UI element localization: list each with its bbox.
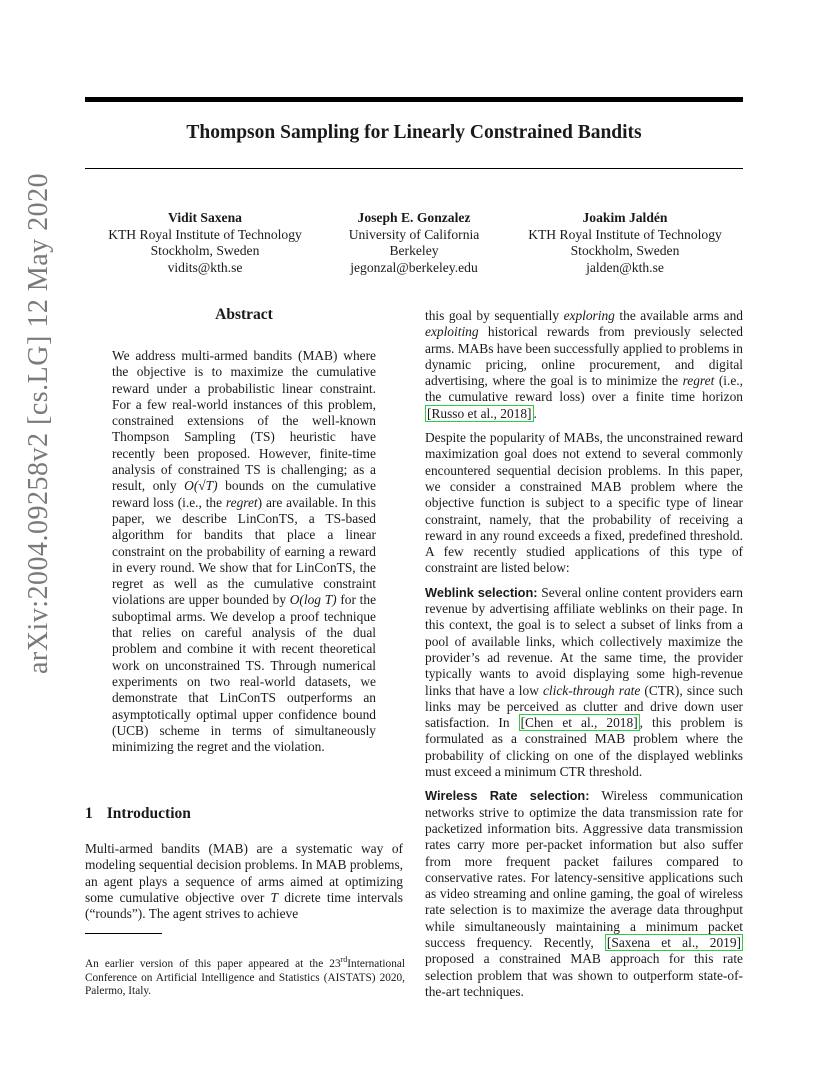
- paragraph: this goal by sequentially exploring the available arms and exploiting historical rewards from previously selected arms. MABs have been successfully applied to problems in dynamic pricing, online procurement, and digital advertising, where the goal is to minimize the regret (i.e., the cumulative reward loss) over a finite time horizon [Russo et al., 2018] .: [425, 308, 743, 421]
- author-location: Stockholm, Sweden: [570, 243, 680, 258]
- citation-link[interactable]: [Russo et al., 2018]: [427, 405, 532, 421]
- footnote-rule: [85, 933, 162, 934]
- citation-link[interactable]: [Chen et al., 2018]: [520, 715, 638, 731]
- title-rule-bottom: [85, 168, 743, 169]
- right-column: [425, 308, 743, 1008]
- math-inline: O(log T): [289, 592, 337, 608]
- author-name: Joseph E. Gonzalez: [357, 210, 471, 225]
- author-affiliation: University of California: [348, 226, 480, 242]
- arxiv-watermark: arXiv:2004.09258v2 [cs.LG] 12 May 2020: [23, 172, 54, 674]
- footnote: An earlier version of this paper appeared at the 23rdInternational Conference on Artificial Intelligence and Statistics (AISTATS) 2020, Palermo, Italy.: [85, 955, 405, 998]
- title-rule-top: [85, 97, 743, 102]
- author-block-3: [505, 210, 745, 276]
- author-email: vidits@kth.se: [167, 259, 243, 275]
- author-block-1: [85, 210, 325, 276]
- introduction-body: Multi-armed bandits (MAB) are a systematic way of modeling sequential decision problems. In MAB problems, an agent plays a sequence of arms aimed at optimizing some cumulative objective over T dicrete time intervals (“rounds”). The agent strives to achieve: [85, 841, 403, 922]
- author-affiliation: KTH Royal Institute of Technology: [108, 226, 302, 242]
- author-name: Vidit Saxena: [168, 210, 242, 225]
- author-block-2: [324, 210, 504, 276]
- section-heading-introduction: 1 Introduction: [85, 805, 191, 822]
- author-affiliation: KTH Royal Institute of Technology: [528, 226, 722, 242]
- author-location: Stockholm, Sweden: [150, 243, 260, 258]
- paragraph-wireless-rate-selection: Wireless Rate selection: Wireless communication networks strive to optimize the data transmission rate for packetized information bits. Aggressive data transmission rates carry more per-packet information but also suffer from more frequent packet failures compared to conservative rates. For latency-sensitive applications such as video streaming and online gaming, the goal of wireless rate selection is to maximize the average data throughput while simultaneously maintaining a minimum packet success frequency. Recently, [Saxena et al., 2019] proposed a constrained MAB approach for this rate selection problem that was shown to outperform state-of-the-art techniques.: [425, 788, 743, 999]
- paragraph: Despite the popularity of MABs, the unconstrained reward maximization goal does not extend to several commonly encountered sequential decision problems. In this paper, we consider a constrained MAB problem where the objective function is subject to a specific type of linear constraint, namely, that the probability of receiving a reward in any round exceeds a fixed, predefined threshold. A few recently studied applications of this type of constraint are listed below:: [425, 430, 743, 576]
- citation-link[interactable]: [Saxena et al., 2019]: [606, 934, 741, 950]
- paragraph-weblink-selection: Weblink selection: Several online content providers earn revenue by advertising affiliate weblinks on their page. In this context, the goal is to select a subset of links from a pool of available links, which collectively maximize the provider’s ad revenue. At the same time, the provider typically wants to avoid displaying some high-revenue links that have a low click-through rate (CTR), since such links may be perceived as clutter and drive down user satisfaction. In [Chen et al., 2018] , this problem is formulated as a constrained MAB problem where the probability of clicking on one of the displayed weblinks must exceed a minimum CTR threshold.: [425, 584, 744, 780]
- author-location: Berkeley: [389, 243, 439, 258]
- author-email: jegonzal@berkeley.edu: [350, 259, 478, 275]
- math-inline: O(√T): [184, 478, 218, 494]
- abstract-body: We address multi-armed bandits (MAB) where the objective is to maximize the cumulative reward under a probabilistic linear constraint. For a few real-world instances of this problem, constrained extensions of the well-known Thompson Sampling (TS) heuristic have recently been proposed. However, finite-time analysis of constrained TS is challenging; as a result, only O(√T) bounds on the cumulative reward loss (i.e., the regret) are available. In this paper, we describe LinConTS, a TS-based algorithm for bandits that place a linear constraint on the probability of earning a reward in every round. We show that for LinConTS, the regret as well as the cumulative constraint violations are upper bounded by O(log T) for the suboptimal arms. We develop a proof technique that relies on careful analysis of the dual problem and combine it with recent theoretical work on unconstrained TS. Through numerical experiments on two real-world datasets, we demonstrate that LinConTS outperforms an asymptotically optimal upper confidence bound (UCB) scheme in terms of simultaneously minimizing the regret and the violation.: [112, 348, 377, 755]
- paper-title: Thompson Sampling for Linearly Constrained Bandits: [186, 122, 642, 143]
- author-email: jalden@kth.se: [586, 259, 664, 275]
- author-name: Joakim Jaldén: [582, 210, 668, 225]
- abstract-heading: Abstract: [215, 306, 273, 323]
